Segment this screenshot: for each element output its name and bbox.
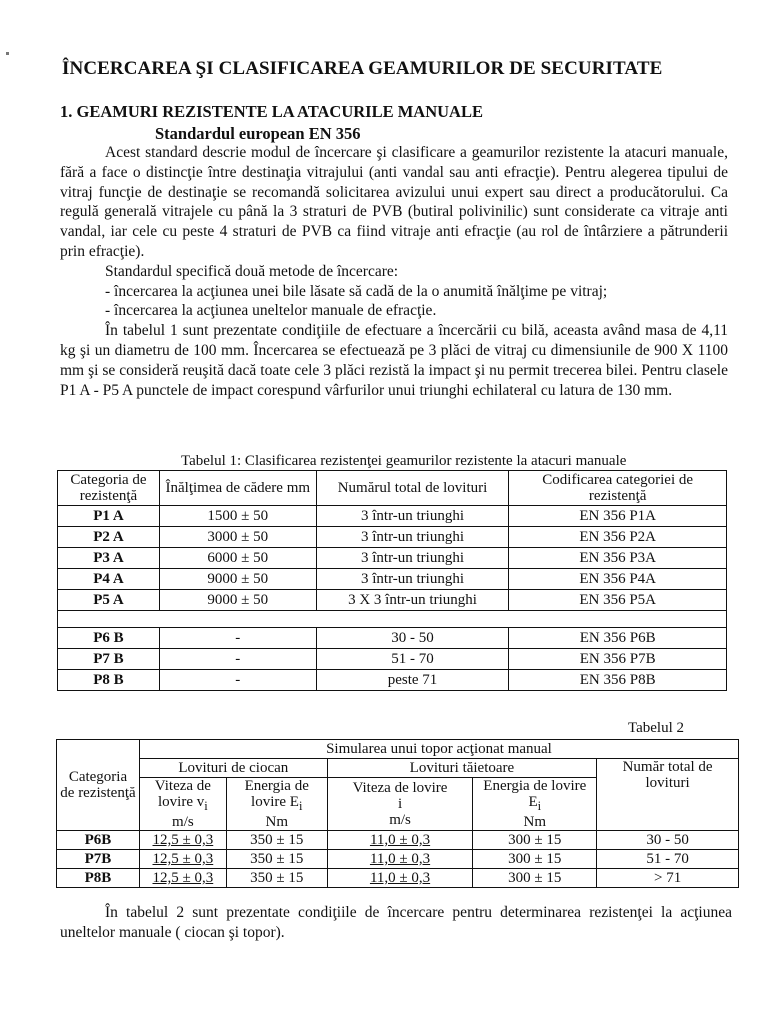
- table-header-cell: Categoria de rezistenţă: [58, 471, 160, 506]
- table-header-cell: Codificarea categoriei de rezistenţă: [509, 471, 727, 506]
- header-label: Energia de lovire E: [483, 778, 587, 810]
- table-cell: 11,0 ± 0,3: [327, 869, 473, 888]
- method-list-item: - încercarea la acţiunea uneltelor manuale de efracţie.: [105, 302, 437, 320]
- header-unit: m/s: [172, 814, 194, 830]
- table-cell: 3 într-un triunghi: [316, 506, 509, 527]
- table-cell: -: [159, 649, 316, 670]
- table-cell: P7 B: [58, 649, 160, 670]
- intro-paragraph: Acest standard descrie modul de încercare şi clasificare a geamurilor rezistente la atacuri manuale, fără a face o distincţie între destinaţia vitrajului (anti vandal sau anti efracţie). Pentru alegerea tipului de vitraj funcţie de destinaţie se recomandă solicitarea avizului unui expert sau direct a producătorului. Ca regulă generală vitrajele cu până la 3 straturi de PVB (butiral polivinilic) sunt considerate ca vitraje anti vandal, iar cele cu peste 4 straturi de PVB ca fiind vitraje anti efracţie (au rol de întârziere a pătrunderii prin efracţie).: [60, 144, 728, 260]
- table-cell: 51 - 70: [597, 850, 739, 869]
- table-cell: P4 A: [58, 569, 160, 590]
- table-cell: 350 ± 15: [226, 850, 327, 869]
- table-cell: 3 X 3 într-un triunghi: [316, 590, 509, 611]
- table-header-cell: [473, 778, 597, 831]
- table-cell: EN 356 P7B: [509, 649, 727, 670]
- table-row: [58, 506, 727, 527]
- table-cell: EN 356 P6B: [509, 628, 727, 649]
- table-row: [58, 527, 727, 548]
- table-cell: 30 - 50: [597, 831, 739, 850]
- table-row: [58, 670, 727, 691]
- table-cell: P6 B: [58, 628, 160, 649]
- table-cell: 12,5 ± 0,3: [139, 850, 226, 869]
- closing-paragraph: În tabelul 2 sunt prezentate condiţiile de încercare pentru determinarea rezistenţei la acţiunea uneltelor manuale ( ciocan şi topor).: [60, 904, 732, 941]
- table-header-cell: Număr total de lovituri: [597, 759, 739, 831]
- table-cell: 9000 ± 50: [159, 590, 316, 611]
- table-cell: 3000 ± 50: [159, 527, 316, 548]
- table-cell: P1 A: [58, 506, 160, 527]
- table-cell: 300 ± 15: [473, 869, 597, 888]
- header-label: Viteza de lovire: [352, 780, 448, 796]
- table-header-cell: Lovituri de ciocan: [139, 759, 327, 778]
- table-cell: 9000 ± 50: [159, 569, 316, 590]
- body-text: [60, 143, 728, 400]
- table-cell: EN 356 P4A: [509, 569, 727, 590]
- header-unit: Nm: [265, 814, 288, 830]
- table-cell: EN 356 P5A: [509, 590, 727, 611]
- table-cell: 51 - 70: [316, 649, 509, 670]
- table-cell: EN 356 P8B: [509, 670, 727, 691]
- ball-test-paragraph: În tabelul 1 sunt prezentate condiţiile de efectuare a încercării cu bilă, aceasta având masa de 4,11 kg şi un diametru de 100 mm. Încercarea se efectuează pe 3 plăci de vitraj cu dimensiunile de 900 X 1100 mm şi se consideră reuşită dacă toate cele 3 plăci rezistă la impact şi nu permit trecerea bilei. Pentru clasele P1 A - P5 A punctele de impact corespund vârfurilor unui triunghi echilateral cu latura de 130 mm.: [60, 322, 728, 399]
- table1-caption: Tabelul 1: Clasificarea rezistenţei geamurilor rezistente la atacuri manuale: [181, 453, 627, 469]
- table-cell: -: [159, 670, 316, 691]
- method-list-item: - încercarea la acţiunea unei bile lăsate să cadă de la o anumită înălţime pe vitraj;: [105, 282, 608, 300]
- header-unit: m/s: [389, 812, 411, 828]
- table-header-row: [58, 471, 727, 506]
- table-cell: 3 într-un triunghi: [316, 569, 509, 590]
- table-cell: 30 - 50: [316, 628, 509, 649]
- table-cell: 12,5 ± 0,3: [139, 831, 226, 850]
- table-spacer-row: [58, 611, 727, 628]
- table-cell: P3 A: [58, 548, 160, 569]
- table-row: [57, 869, 739, 888]
- table-header-cell: Simularea unui topor acţionat manual: [139, 740, 738, 759]
- closing-text: [60, 903, 732, 943]
- table-cell: EN 356 P3A: [509, 548, 727, 569]
- table-header-cell: [139, 778, 226, 831]
- table-cell: 300 ± 15: [473, 831, 597, 850]
- table-cell: -: [159, 628, 316, 649]
- table-cell: 350 ± 15: [226, 831, 327, 850]
- table-header-row: [57, 740, 739, 759]
- table-spacer-cell: [58, 611, 727, 628]
- table-cell: P6B: [57, 831, 140, 850]
- table-row: [58, 590, 727, 611]
- table-cell: 3 într-un triunghi: [316, 527, 509, 548]
- table-row: [58, 569, 727, 590]
- table-1: [57, 470, 727, 691]
- table-row: [58, 649, 727, 670]
- methods-intro: Standardul specifică două metode de încercare:: [105, 262, 399, 280]
- table-cell: 300 ± 15: [473, 850, 597, 869]
- header-subscript: i: [537, 799, 542, 813]
- table-2: [56, 739, 739, 888]
- header-label: Viteza de lovire v: [154, 778, 211, 810]
- table-cell: P2 A: [58, 527, 160, 548]
- table-cell: P8 B: [58, 670, 160, 691]
- header-subscript: i: [298, 799, 303, 813]
- table-cell: peste 71: [316, 670, 509, 691]
- scan-speck: [6, 52, 9, 55]
- table-cell: 11,0 ± 0,3: [327, 831, 473, 850]
- table2-caption: Tabelul 2: [628, 720, 685, 736]
- table-cell: P8B: [57, 869, 140, 888]
- table-header-cell: Înălţimea de cădere mm: [159, 471, 316, 506]
- table-cell: 6000 ± 50: [159, 548, 316, 569]
- table-cell: 3 într-un triunghi: [316, 548, 509, 569]
- section-heading: 1. GEAMURI REZISTENTE LA ATACURILE MANUALE: [60, 102, 483, 121]
- table-cell: > 71: [597, 869, 739, 888]
- header-subscript: i: [204, 799, 208, 813]
- table-row: [58, 628, 727, 649]
- table-row: [57, 831, 739, 850]
- table-header-cell: [327, 778, 473, 831]
- table-header-cell: [226, 778, 327, 831]
- table-row: [58, 548, 727, 569]
- header-unit: Nm: [523, 814, 547, 830]
- table-header-cell: Lovituri tăietoare: [327, 759, 597, 778]
- table-cell: 350 ± 15: [226, 869, 327, 888]
- document-title: ÎNCERCAREA ŞI CLASIFICAREA GEAMURILOR DE SECURITATE: [62, 58, 663, 79]
- header-label: Energia de lovire E: [244, 778, 309, 810]
- table-row: [57, 850, 739, 869]
- table-cell: EN 356 P1A: [509, 506, 727, 527]
- table-header-cell: Numărul total de lovituri: [316, 471, 509, 506]
- table-cell: 11,0 ± 0,3: [327, 850, 473, 869]
- table-cell: P5 A: [58, 590, 160, 611]
- table-header-row: [57, 759, 739, 778]
- table-cell: EN 356 P2A: [509, 527, 727, 548]
- table-cell: P7B: [57, 850, 140, 869]
- table-cell: 1500 ± 50: [159, 506, 316, 527]
- table-cell: 12,5 ± 0,3: [139, 869, 226, 888]
- header-label: i: [397, 796, 403, 812]
- standard-heading: Standardul european EN 356: [155, 124, 361, 143]
- table-header-cell: Categoria de rezistenţă: [57, 740, 140, 831]
